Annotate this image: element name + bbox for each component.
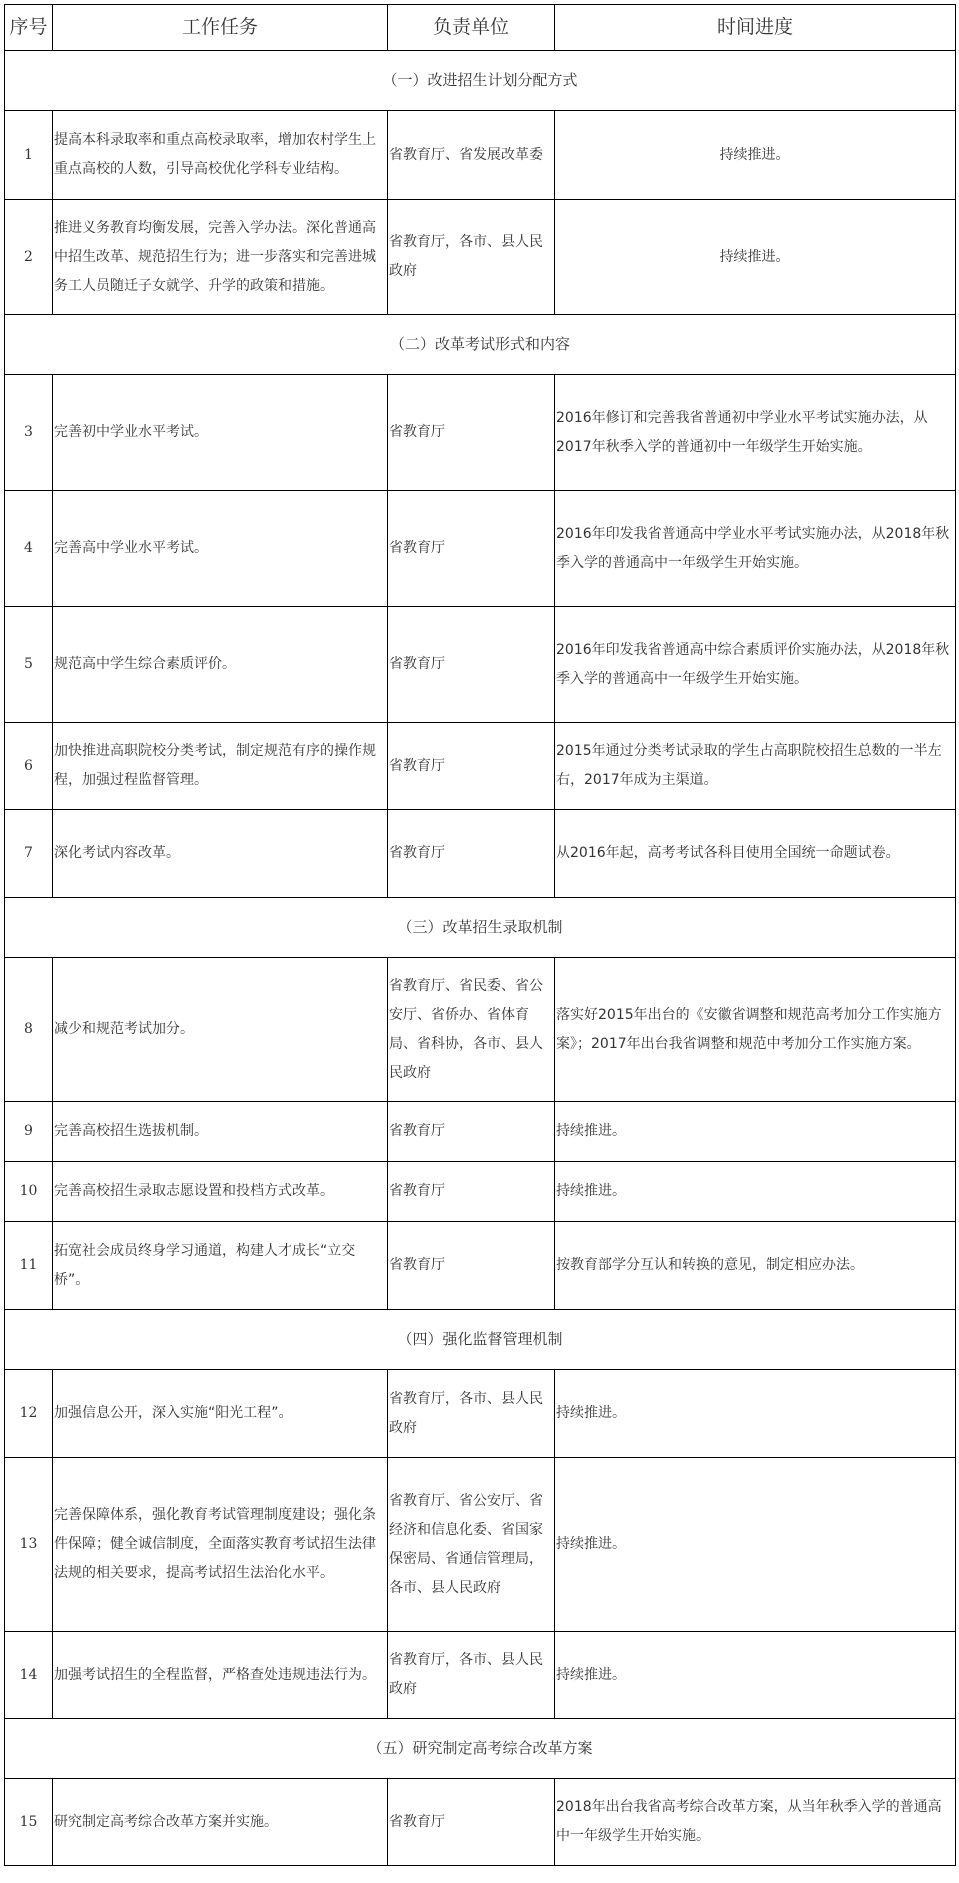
table-row [5,607,956,723]
row-num: 1 [5,111,53,200]
row-unit: 省教育厅，各市、县人民政府 [388,1632,555,1719]
table-row [5,1370,956,1458]
row-progress: 2016年印发我省普通高中学业水平考试实施办法，从2018年秋季入学的普通高中一年级学生开始实施。 [555,491,956,607]
row-unit: 省教育厅 [388,1162,555,1222]
row-progress: 持续推进。 [555,111,956,200]
row-unit: 省教育厅、省民委、省公安厅、省侨办、省体育局、省科协，各市、县人民政府 [388,958,555,1102]
row-num: 7 [5,810,53,898]
table-row [5,1632,956,1719]
row-unit: 省教育厅，各市、县人民政府 [388,200,555,315]
row-num: 4 [5,491,53,607]
section-title: （四）强化监督管理机制 [5,1310,956,1370]
row-task: 加强信息公开，深入实施“阳光工程”。 [53,1370,388,1458]
row-task: 完善初中学业水平考试。 [53,375,388,491]
row-unit: 省教育厅 [388,491,555,607]
row-unit: 省教育厅 [388,810,555,898]
row-unit: 省教育厅，各市、县人民政府 [388,1370,555,1458]
row-num: 11 [5,1222,53,1310]
row-task: 完善保障体系，强化教育考试管理制度建设；强化条件保障；健全诚信制度，全面落实教育考试招生法律法规的相关要求，提高考试招生法治化水平。 [53,1458,388,1632]
section-title: （二）改革考试形式和内容 [5,315,956,375]
table-row [5,723,956,810]
row-unit: 省教育厅 [388,1102,555,1162]
row-num: 14 [5,1632,53,1719]
row-num: 2 [5,200,53,315]
row-unit: 省教育厅 [388,723,555,810]
row-num: 13 [5,1458,53,1632]
row-num: 15 [5,1779,53,1866]
row-task: 推进义务教育均衡发展，完善入学办法。深化普通高中招生改革、规范招生行为；进一步落实和完善进城务工人员随迁子女就学、升学的政策和措施。 [53,200,388,315]
row-unit: 省教育厅 [388,1222,555,1310]
section-title: （三）改革招生录取机制 [5,898,956,958]
row-task: 规范高中学生综合素质评价。 [53,607,388,723]
table-row [5,1779,956,1866]
work-task-table [4,4,956,1866]
row-num: 10 [5,1162,53,1222]
row-task: 拓宽社会成员终身学习通道，构建人才成长“立交桥”。 [53,1222,388,1310]
row-num: 3 [5,375,53,491]
row-progress: 持续推进。 [555,1370,956,1458]
row-num: 9 [5,1102,53,1162]
row-num: 5 [5,607,53,723]
row-progress: 从2016年起，高考考试各科目使用全国统一命题试卷。 [555,810,956,898]
section-title: （五）研究制定高考综合改革方案 [5,1719,956,1779]
table-row [5,1162,956,1222]
row-unit: 省教育厅 [388,375,555,491]
section-row [5,51,956,111]
table-row [5,111,956,200]
row-progress: 持续推进。 [555,1632,956,1719]
row-progress: 持续推进。 [555,1102,956,1162]
row-unit: 省教育厅、省发展改革委 [388,111,555,200]
row-task: 加强考试招生的全程监督，严格查处违规违法行为。 [53,1632,388,1719]
row-task: 完善高中学业水平考试。 [53,491,388,607]
row-task: 完善高校招生录取志愿设置和投档方式改革。 [53,1162,388,1222]
table-row [5,1222,956,1310]
row-progress: 持续推进。 [555,1162,956,1222]
header-num: 序号 [5,5,53,51]
header-progress: 时间进度 [555,5,956,51]
row-progress: 落实好2015年出台的《安徽省调整和规范高考加分工作实施方案》；2017年出台我省调整和规范中考加分工作实施方案。 [555,958,956,1102]
header-task: 工作任务 [53,5,388,51]
row-progress: 2018年出台我省高考综合改革方案，从当年秋季入学的普通高中一年级学生开始实施。 [555,1779,956,1866]
row-task: 提高本科录取率和重点高校录取率，增加农村学生上重点高校的人数，引导高校优化学科专业结构。 [53,111,388,200]
row-unit: 省教育厅 [388,1779,555,1866]
section-title: （一）改进招生计划分配方式 [5,51,956,111]
table-row [5,491,956,607]
table-row [5,375,956,491]
row-task: 完善高校招生选拔机制。 [53,1102,388,1162]
row-progress: 2016年印发我省普通高中综合素质评价实施办法，从2018年秋季入学的普通高中一年级学生开始实施。 [555,607,956,723]
row-unit: 省教育厅 [388,607,555,723]
table-row [5,1458,956,1632]
row-progress: 2016年修订和完善我省普通初中学业水平考试实施办法，从2017年秋季入学的普通初中一年级学生开始实施。 [555,375,956,491]
row-unit: 省教育厅、省公安厅、省经济和信息化委、省国家保密局、省通信管理局，各市、县人民政府 [388,1458,555,1632]
section-row [5,1719,956,1779]
table-row [5,200,956,315]
row-task: 加快推进高职院校分类考试，制定规范有序的操作规程，加强过程监督管理。 [53,723,388,810]
section-row [5,1310,956,1370]
table-row [5,1102,956,1162]
table-row [5,958,956,1102]
row-progress: 按教育部学分互认和转换的意见，制定相应办法。 [555,1222,956,1310]
row-task: 研究制定高考综合改革方案并实施。 [53,1779,388,1866]
header-row [5,5,956,51]
row-task: 减少和规范考试加分。 [53,958,388,1102]
row-num: 12 [5,1370,53,1458]
row-num: 8 [5,958,53,1102]
row-num: 6 [5,723,53,810]
section-row [5,315,956,375]
section-row [5,898,956,958]
row-task: 深化考试内容改革。 [53,810,388,898]
row-progress: 持续推进。 [555,200,956,315]
table-row [5,810,956,898]
row-progress: 持续推进。 [555,1458,956,1632]
header-unit: 负责单位 [388,5,555,51]
row-progress: 2015年通过分类考试录取的学生占高职院校招生总数的一半左右，2017年成为主渠道。 [555,723,956,810]
